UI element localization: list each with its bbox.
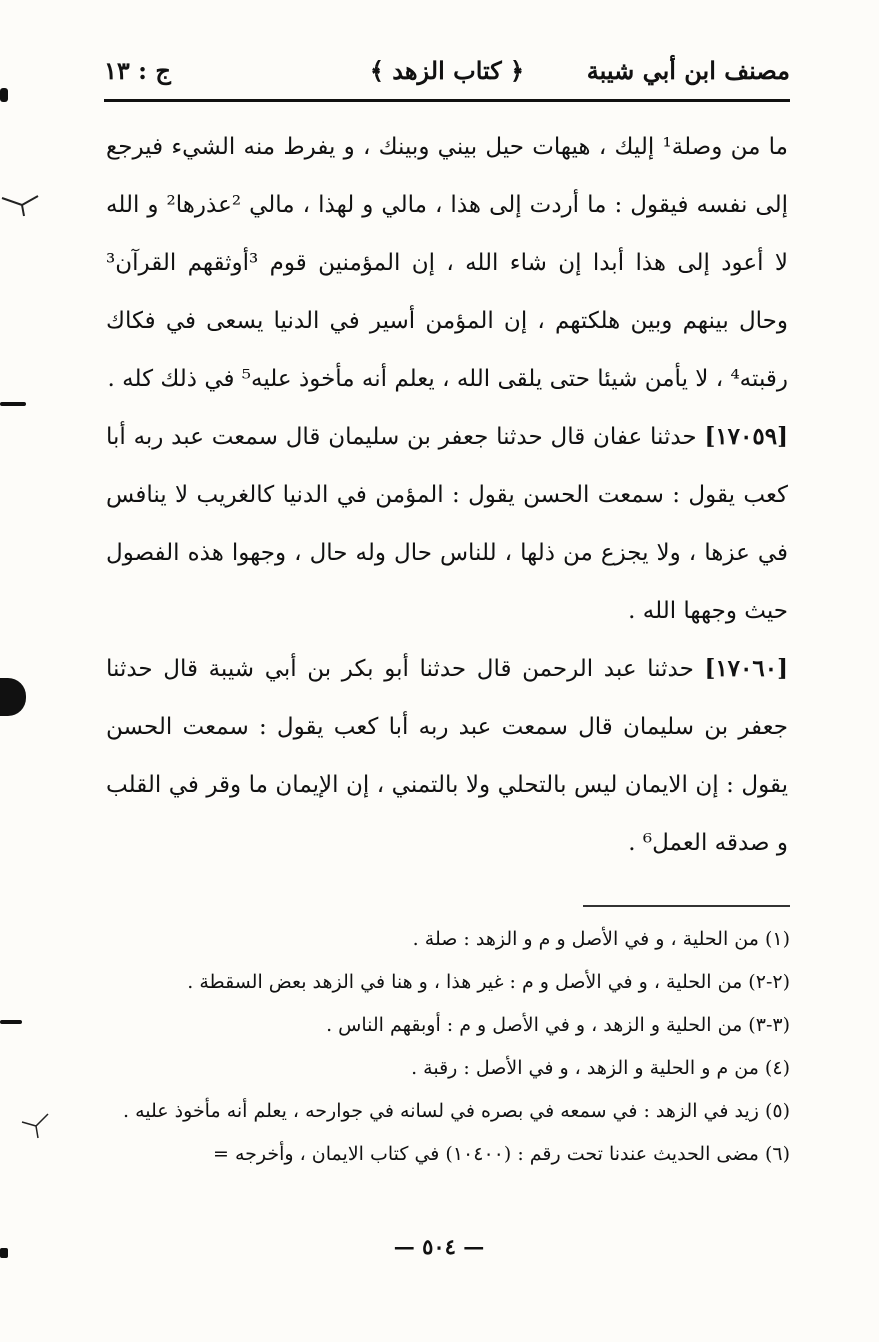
footnote-2: (٢-٢) من الحلية ، و في الأصل و م : غير هذا ، و هنا في الزهد بعض السقطة . [187, 971, 790, 993]
scan-mark [0, 1248, 8, 1258]
scan-mark [0, 402, 26, 406]
volume-number: ج : ١٣ [104, 56, 171, 85]
footnote-5: (٥) زيد في الزهد : في سمعه في بصره في لسانه في جوارحه ، يعلم أنه مأخوذ عليه . [123, 1100, 790, 1122]
paragraph-continuation [106, 118, 788, 408]
hadith-number: [١٧٠٦٠] [704, 655, 788, 682]
chapter-title: ﴿ كتاب الزهد ﴾ [369, 56, 525, 85]
running-header [104, 50, 790, 98]
main-text [106, 118, 788, 872]
header-rule [104, 99, 790, 102]
footnote-3: (٣-٣) من الحلية و الزهد ، و في الأصل و م : أوبقهم الناس . [326, 1014, 790, 1036]
paragraph-text: حدثنا عبد الرحمن قال حدثنا أبو بكر بن أبي شيبة قال حدثنا جعفر بن سليمان قال سمعت عبد ربه أبا كعب يقول : سمعت الحسن يقول : إن الايمان ليس بالتحلي ولا بالتمني ، إن الإيمان ما وقر في القلب و صدقه العمل⁶ . [106, 656, 788, 856]
footnotes [104, 918, 790, 1176]
page-number: — ٥٠٤ — [393, 1234, 485, 1259]
scan-mark [0, 1020, 22, 1024]
footnote-6: (٦) مضى الحديث عندنا تحت رقم : (١٠٤٠٠) في كتاب الايمان ، وأخرجه = [213, 1143, 790, 1165]
book-title: مصنف ابن أبي شيبة [586, 56, 790, 85]
scan-mark [0, 192, 40, 218]
scan-mark [20, 1112, 50, 1140]
hadith-number: [١٧٠٥٩] [704, 423, 788, 450]
hadith-17060 [106, 640, 788, 872]
footnote-1: (١) من الحلية ، و في الأصل و م و الزهد : صلة . [412, 928, 790, 950]
scan-mark [0, 88, 8, 102]
paragraph-text: ما من وصلة¹ إليك ، هيهات حيل بيني وبينك ، و يفرط منه الشيء فيرجع إلى نفسه فيقول : ما أردت إلى هذا ، مالي و لهذا ، مالي ²عذرها² و الله لا أعود إلى هذا أبدا إن شاء الله ، إن المؤمنين قوم ³أوثقهم القرآن³ وحال بينهم وبين هلكتهم ، إن المؤمن أسير في الدنيا يسعى في فكاك رقبته⁴ ، لا يأمن شيئا حتى يلقى الله ، يعلم أنه مأخوذ عليه⁵ في ذلك كله . [106, 134, 788, 392]
hadith-17059 [106, 408, 788, 640]
scan-mark [0, 678, 26, 716]
paragraph-text: حدثنا عفان قال حدثنا جعفر بن سليمان قال سمعت عبد ربه أبا كعب يقول : سمعت الحسن يقول : المؤمن في الدنيا كالغريب لا ينافس في عزها ، ولا يجزع من ذلها ، للناس حال وله حال ، وجهوا هذه الفصول حيث وجهها الله . [106, 424, 788, 624]
footnote-4: (٤) من م و الحلية و الزهد ، و في الأصل : رقبة . [411, 1057, 790, 1079]
footnote-separator [583, 905, 790, 907]
